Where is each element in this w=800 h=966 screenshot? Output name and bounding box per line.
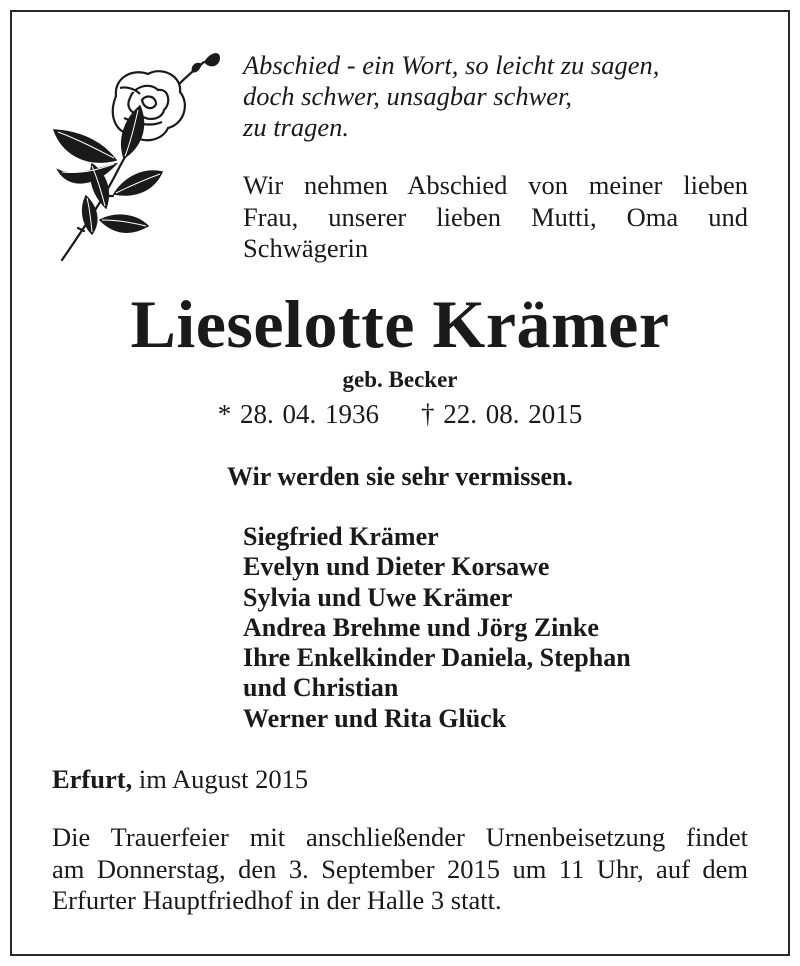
mourner: Andrea Brehme und Jörg Zinke [243,612,599,642]
poem-line: doch schwer, unsagbar schwer, [243,81,573,111]
death-date: † 22. 08. 2015 [421,399,583,429]
notice-line: am Donnerstag, den 3. September 2015 um 11 Uhr, auf dem [52,853,748,884]
notice-line: Erfurter Hauptfriedhof in der Halle 3 statt. [52,885,502,915]
poem [243,50,763,143]
life-dates [0,397,800,431]
mourners-list [243,522,763,734]
mourner: Werner und Rita Glück [243,703,507,733]
birth-date: * 28. 04. 1936 [217,399,379,429]
notice-line: Die Trauerfeier mit anschließender Urnenbeisetzung findet [52,822,748,852]
poem-line: zu tragen. [243,112,349,142]
intro-line: Schwägerin [243,233,369,263]
intro-line: Frau, unserer lieben Mutti, Oma und [243,201,748,232]
poem-line: Abschied - ein Wort, so leicht zu sagen, [243,50,660,80]
place-date [52,763,308,795]
place-month: im August 2015 [138,764,309,794]
farewell-line: Wir werden sie sehr vermissen. [227,462,573,491]
birth-name: geb. Becker [342,367,458,392]
place-city: Erfurt, [52,764,133,794]
mourner: Ihre Enkelkinder Daniela, Stephan [243,643,631,673]
deceased-name: Lieselotte Krämer [130,286,670,362]
intro-line: Wir nehmen Abschied von meiner lieben [243,170,748,200]
mourner: Evelyn und Dieter Korsawe [243,552,550,582]
mourner: und Christian [243,673,399,703]
intro-text [243,170,748,265]
rose-icon [44,48,224,264]
mourner: Sylvia und Uwe Krämer [243,582,513,612]
mourner: Siegfried Krämer [243,522,439,551]
funeral-notice [52,822,748,917]
